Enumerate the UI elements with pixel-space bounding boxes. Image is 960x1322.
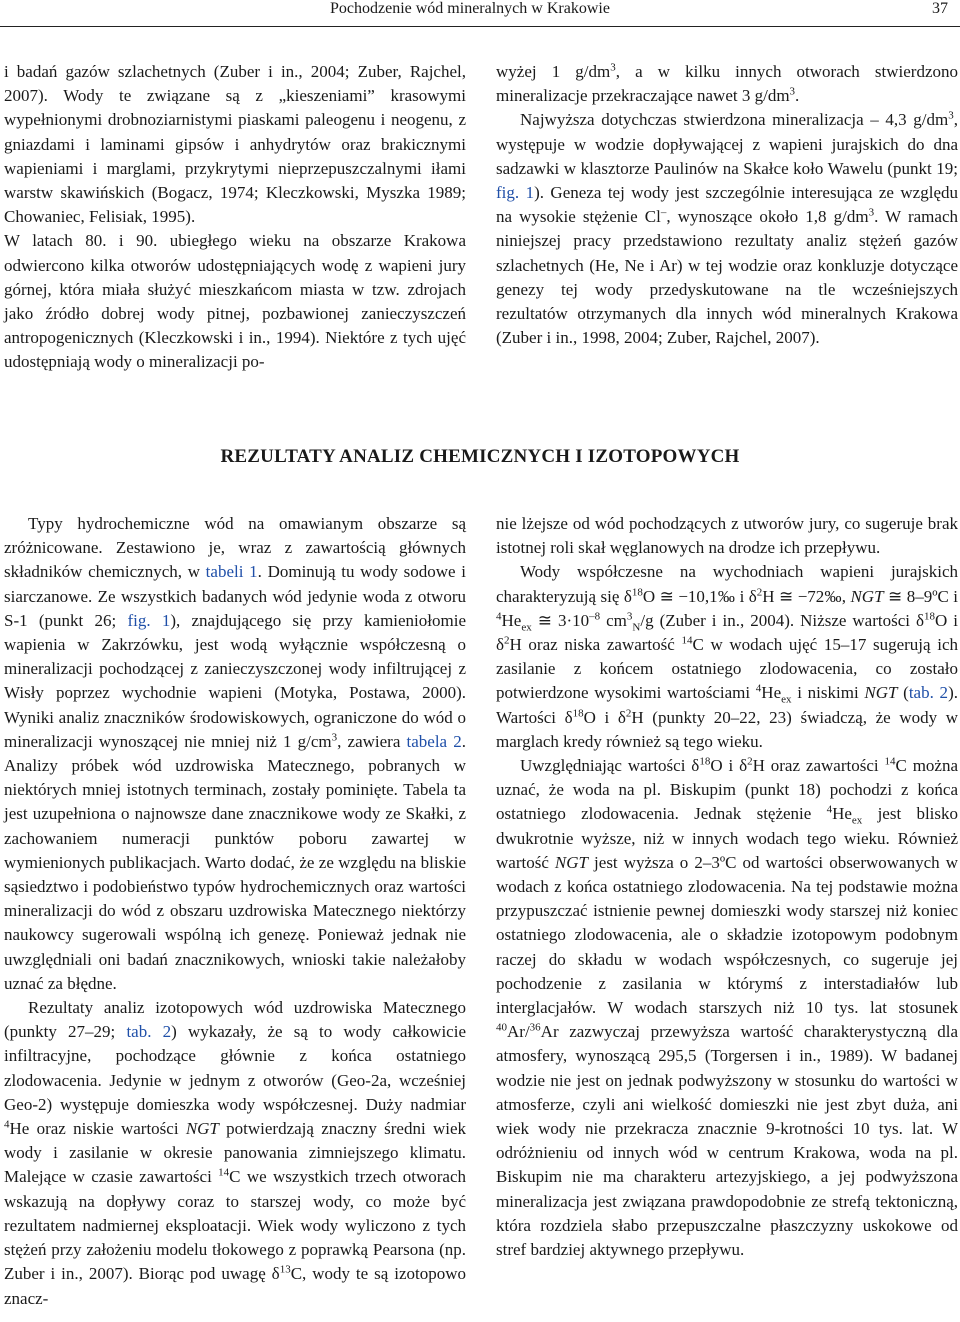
table-link[interactable]: tabela 2 bbox=[406, 731, 462, 751]
paragraph: Wody współczesne na wychodniach wapieni jurajskich charakteryzują się $\delta^{18}O$ ≅ −10,1‰ i $\delta^2H$ ≅ −72‰, NGT ≅ 8–9ºC i $^4He_{ex}$ ≅ $3\cdot 10^{-8}$ $cm^3_N/g$ (Zuber i in., 2004). Niższe wartości $\delta^{18}O$ i $\delta^2H$ oraz niska zawartość $^{14}$C w wodach ujęć 15–17 sugerują ich zasilanie z końcem ostatniego zlodowacenia, co zostało potwierdzone wysokimi wartościami $^4He_{ex}$ i niskimi NGT (tab. 2). Wartości $\delta^{18}O$ i $\delta^2H$ (punkty 20–22, 23) świadczą, że wody w marglach kredy również są tego wieku. bbox=[496, 562, 959, 751]
paragraph: wyżej 1 $g/dm^3$, a w kilku innych otworach stwierdzono mineralizacje przekraczające nawet 3 $g/dm^3$. bbox=[496, 61, 958, 106]
column-top-left bbox=[4, 60, 466, 375]
section-heading: REZULTATY ANALIZ CHEMICZNYCH I IZOTOPOWYCH bbox=[220, 446, 740, 467]
paragraph: Najwyższa dotychczas stwierdzona mineralizacja – 4,3 $g/dm^3$, występuje w wodzie dopływającej z wapieni jurajskich do dna sadzawki w klasztorze Paulinów na Skałce koło Wawelu (punkt 19; fig. 1). Geneza tej wody jest szczególnie interesująca ze względu na wysokie stężenie Cl–, wynoszące około 1,8 $g/dm^3$. W ramach niniejszej pracy przedstawiono rezultaty analiz stężeń gazów szlachetnych (He, Ne i Ar) w tej wodzie oraz konkluzje dotyczące genezy tej wody przedyskutowane na tle wcześniejszych rezultatów otrzymanych dla innych wód mineralnych Krakowa (Zuber i in., 1998, 2004; Zuber, Rajchel, 2007). bbox=[496, 109, 958, 348]
page-header bbox=[0, 0, 960, 27]
paragraph: Typy hydrochemiczne wód na omawianym obszarze są zróżnicowane. Zestawiono je, wraz z zawartością głównych składników chemicznych, w tabeli 1. Dominują tu wody sodowe i siarczanowe. Ze wszystkich badanych wód jedynie woda z otworu S-1 (punkt 26; fig. 1), znajdującego się przy kamieniołomie wapienia w Zakrzówku, jest wodą wyłącznie współczesną o mineralizacji pochodzącej z zanieczyszczonej wody infiltrującej z Wisły poprzez wychodnie wapieni (Motyka, Postawa, 2000). Wyniki analiz znaczników środowiskowych, ograniczone do wód o mineralizacji wynoszącej nie mniej niż 1 $g/cm^3$, zawiera tabela 2. Analizy próbek wód uzdrowiska Matecznego, pobranych w niektórych mniej istotnych terminach, zostały pominięte. Tabela ta jest uzupełniona o najnowsze dane znacznikowe wody ze Skałki, z zachowaniem numeracji punktów poboru zawartej w wymienionych publikacjach. Warto dodać, że ze względu na bliskie sąsiedztwo i podobieństwo typów hydrochemicznych oraz wartości mineralizacji do wód z obszaru uzdrowiska Matecznego niektórzy naukowcy sugerowali wspólną ich genezę. Ponieważ jednak nie uwzględniali oni badań znacznikowych, wnioski takie należałoby uznać za błędne. bbox=[4, 514, 466, 993]
column-bottom-left bbox=[4, 512, 466, 1311]
figure-link[interactable]: fig. 1 bbox=[496, 183, 535, 203]
figure-link[interactable]: fig. 1 bbox=[127, 610, 171, 630]
paragraph: Uwzględniając wartości $\delta^{18}O$ i $\delta^2H$ oraz zawartości $^{14}$C można uznać, że woda na pl. Biskupim (punkt 18) pochodzi z końca ostatniego zlodowacenia. Jednak stężenie $^4He_{ex}$ jest blisko dwukrotnie wyższe, niż w innych wodach tego wieku. Również wartość NGT jest wyższa o 2–3ºC od wartości obserwowanych w wodach z końca ostatniego zlodowacenia. Na tej podstawie można przypuszczać istnienie pewnej domieszki wody starszej niż koniec ostatniego zlodowacenia, ale o składzie izotopowym podobnym raczej do składu w wodach współczesnych, co sugeruje jej pochodzenie z zasilania w którymś z interstadiałów lub interglacjałów. W wodach starszych niż 10 tys. lat stosunek $^{40}$Ar/$^{36}$Ar zazwyczaj przewyższa wartość charakterystyczną dla atmosfery, wynoszącą 295,5 (Torgersen i in., 1989). W badanej wodzie nie jest on jednak podwyższony w stosunku do wartości w atmosferze, czyli ani wielkość domieszki nie jest zbyt duża, ani wiek wody nie przekracza znacznie 9-krotności 10 tys. lat. W odróżnieniu od innych wód w centrum Krakowa, woda na pl. Biskupim nie ma charakteru artezyjskiego, a jej podwyższona mineralizacja jest związana prawdopodobnie ze strefą tektoniczną, która rozdziela słabo przepuszczalne płaszczyzny uskokowe od stref bardziej aktywnego przepływu. bbox=[496, 755, 959, 1260]
table-link[interactable]: tab. 2 bbox=[126, 1022, 172, 1042]
page-number: 37 bbox=[932, 0, 948, 17]
paragraph: W latach 80. i 90. ubiegłego wieku na obszarze Krakowa odwiercono kilka otworów udostępniających wodę z wapieni jury górnej, która miała służyć mieszkańcom miasta w tzw. zdrojach jako źródło dobrej wody pitnej, pozbawionej zanieczyszczeń antropogenicznych (Kleczkowski i in., 1994). Niektóre z tych ujęć udostępniają wody o mineralizacji po- bbox=[4, 231, 466, 372]
column-top-right bbox=[496, 60, 958, 350]
table-link[interactable]: tabeli 1 bbox=[205, 562, 258, 582]
running-title: Pochodzenie wód mineralnych w Krakowie bbox=[330, 0, 610, 17]
paragraph: nie lżejsze od wód pochodzących z utworów jury, co sugeruje brak istotnej roli skał węglanowych na drodze ich przepływu. bbox=[496, 514, 958, 558]
paragraph: i badań gazów szlachetnych (Zuber i in., 2004; Zuber, Rajchel, 2007). Wody te związane są z „kieszeniami” krasowymi wypełnionymi drobnoziarnistymi piaskami paleogenu i neogenu, z gniazdami i laminami gipsów i anhydrytów oraz brakicznymi wapieniami i marglami, przykrytymi nieprzepuszczalnymi iłami warstw skawińskich (Bogacz, 1974; Kleczkowski, Myszka 1989; Chowaniec, Felisiak, 1995). bbox=[4, 62, 466, 227]
column-bottom-right bbox=[496, 512, 958, 1262]
table-link[interactable]: tab. 2 bbox=[908, 683, 949, 703]
paragraph: Rezultaty analiz izotopowych wód uzdrowiska Matecznego (punkty 27–29; tab. 2) wykazały, że są to wody całkowicie infiltracyjne, pochodzące głównie z końca ostatniego zlodowacenia. Jedynie w jednym z otworów (Geo-2a, wcześniej Geo-2) występuje domieszka wody współczesnej. Duży nadmiar $^4$He oraz niskie wartości NGT potwierdzają znaczny średni wiek wody i zasilanie w okresie panowania zimniejszego klimatu. Malejące w czasie zawartości $^{14}$C we wszystkich trzech otworach wskazują na dopływy coraz to starszej wody, co może być rezultatem nadmiernej eksploatacji. Wiek wody wyliczono z tych stężeń przy założeniu modelu tłokowego z poprawką Pearsona (np. Zuber i in., 2007). Biorąc pod uwagę $\delta^{13}C$, wody te są izotopowo znacz- bbox=[4, 998, 467, 1308]
